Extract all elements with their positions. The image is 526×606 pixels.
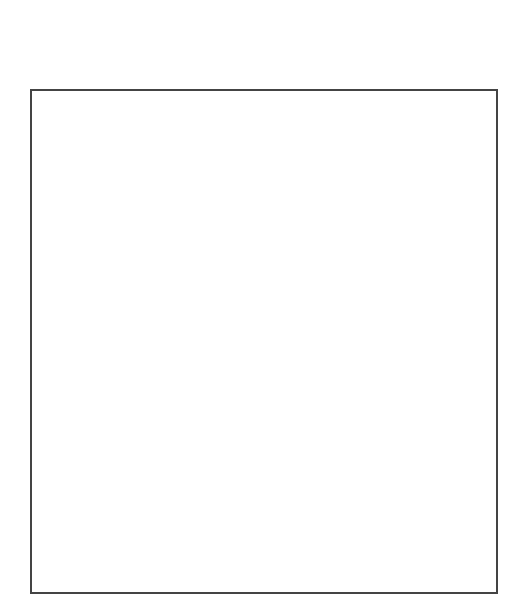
menus-logo [128, 6, 398, 62]
menu-table [30, 89, 498, 594]
